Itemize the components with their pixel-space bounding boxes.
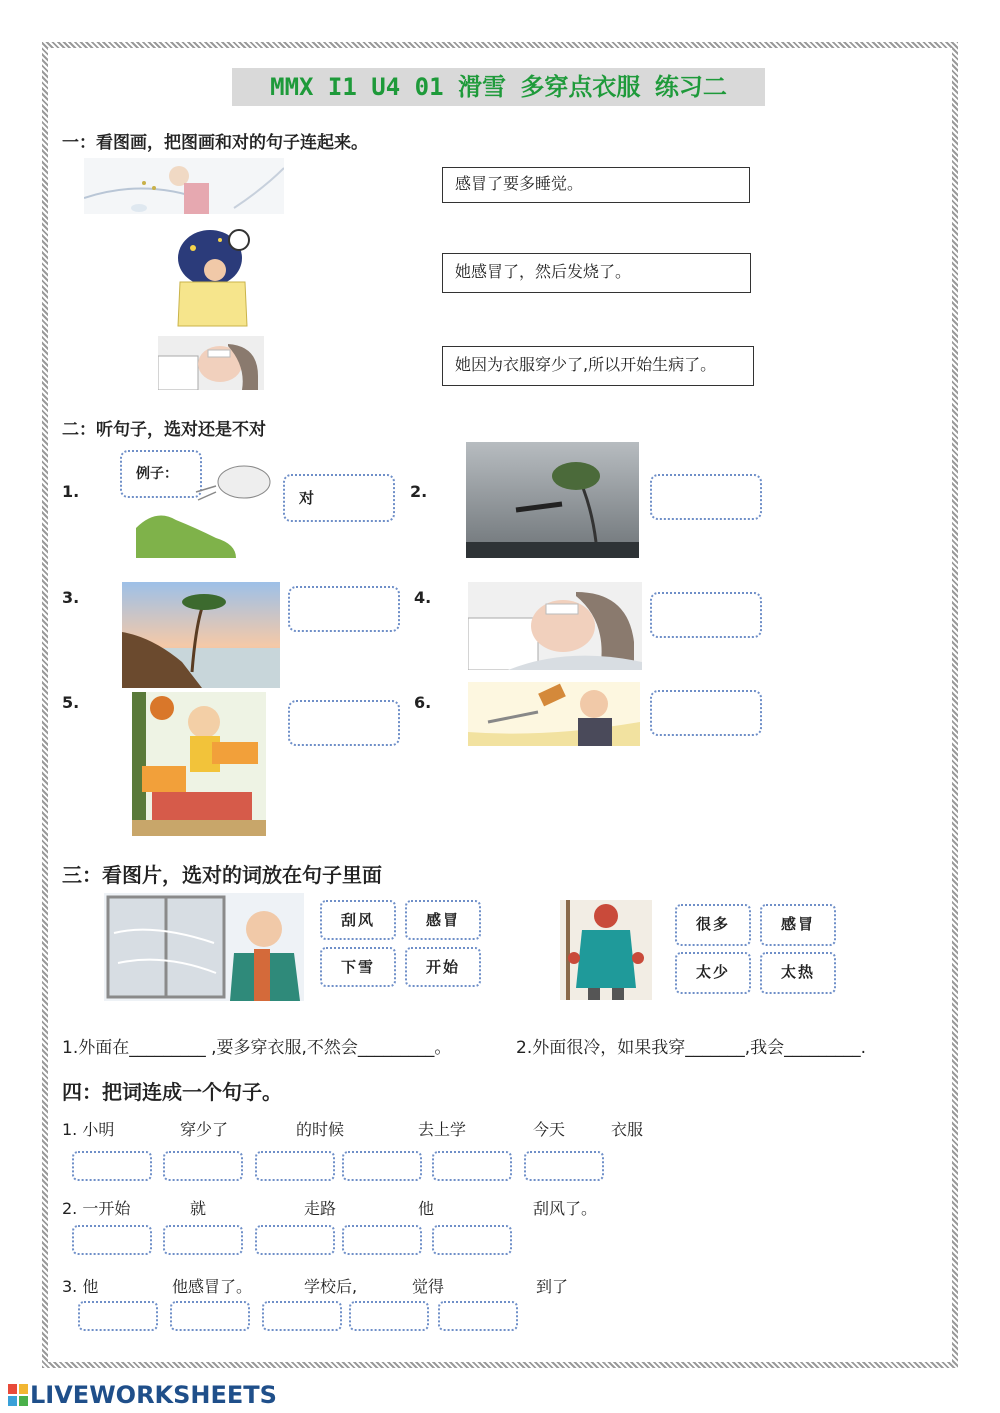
row2-word-4: 他 xyxy=(418,1199,435,1218)
row3-word-1: 3. 他 xyxy=(62,1277,99,1296)
row1-word-1: 1. 小明 xyxy=(62,1120,115,1139)
row2-answer-box[interactable] xyxy=(432,1225,512,1255)
example-answer-box: 对 xyxy=(283,474,395,522)
row3-word-2: 他感冒了。 xyxy=(172,1277,253,1296)
row1-answer-box[interactable] xyxy=(72,1151,152,1181)
medicine-picture xyxy=(468,682,640,746)
row2-word-1: 2. 一开始 xyxy=(62,1199,131,1218)
item-number-6: 6. xyxy=(414,693,432,712)
beach-picture xyxy=(122,582,280,688)
row2-word-3: 走路 xyxy=(304,1199,337,1218)
fill-sentence-1[interactable]: 1.外面在_________ ,要多穿衣服,不然会_________。 xyxy=(62,1038,452,1058)
worksheet-title: MMX I1 U4 01 滑雪 多穿点衣服 练习二 xyxy=(232,68,765,106)
sentence-box-1[interactable]: 感冒了要多睡觉。 xyxy=(442,167,750,203)
row3-answer-box[interactable] xyxy=(349,1301,429,1331)
row1-answer-box[interactable] xyxy=(163,1151,243,1181)
row2-answer-box[interactable] xyxy=(163,1225,243,1255)
windy-tree-picture xyxy=(466,442,639,558)
example-label: 例子： xyxy=(120,450,202,498)
word-option-henduo[interactable]: 很多 xyxy=(675,904,751,946)
sick-girl-picture xyxy=(158,336,264,390)
item-number-1: 1. xyxy=(62,482,80,501)
sneezing-picture xyxy=(84,158,284,214)
row1-word-2: 穿少了 xyxy=(180,1120,229,1139)
row1-answer-box[interactable] xyxy=(432,1151,512,1181)
section1-heading: 一：看图画，把图画和对的句子连起来。 xyxy=(62,133,368,153)
fill-sentence-2[interactable]: 2.外面很冷，如果我穿_______,我会_________. xyxy=(516,1038,867,1058)
word-option-ganmao-left[interactable]: 感冒 xyxy=(405,900,481,940)
word-option-taire[interactable]: 太热 xyxy=(760,952,836,994)
sick-girl-bed-picture xyxy=(468,582,642,670)
answer-box-5[interactable] xyxy=(288,700,400,746)
item-number-3: 3. xyxy=(62,588,80,607)
cold-woman-picture xyxy=(560,900,652,1000)
row3-word-3: 学校后, xyxy=(304,1277,358,1296)
item-number-5: 5. xyxy=(62,693,80,712)
liveworksheets-text: LIVEWORKSHEETS xyxy=(30,1381,277,1409)
row2-answer-box[interactable] xyxy=(255,1225,335,1255)
liveworksheets-icon xyxy=(8,1384,28,1406)
sleeping-boy-picture xyxy=(175,226,250,330)
row1-word-4: 去上学 xyxy=(418,1120,467,1139)
row3-answer-box[interactable] xyxy=(78,1301,158,1331)
word-option-gualfeng[interactable]: 刮风 xyxy=(320,900,396,940)
basketball-cheer-picture xyxy=(132,692,266,836)
answer-box-2[interactable] xyxy=(650,474,762,520)
row2-word-5: 刮风了。 xyxy=(533,1199,598,1218)
answer-box-3[interactable] xyxy=(288,586,400,632)
row1-answer-box[interactable] xyxy=(342,1151,422,1181)
word-option-ganmao-right[interactable]: 感冒 xyxy=(760,904,836,946)
row1-word-6: 衣服 xyxy=(611,1120,644,1139)
section2-heading: 二：听句子，选对还是不对 xyxy=(62,420,266,440)
item-number-4: 4. xyxy=(414,588,432,607)
answer-box-6[interactable] xyxy=(650,690,762,736)
sentence-box-3[interactable]: 她因为衣服穿少了,所以开始生病了。 xyxy=(442,346,754,386)
row3-word-4: 觉得 xyxy=(412,1277,445,1296)
window-wind-picture xyxy=(104,893,304,1001)
row3-answer-box[interactable] xyxy=(170,1301,250,1331)
row1-answer-box[interactable] xyxy=(524,1151,604,1181)
wind-cloud-picture xyxy=(136,458,272,558)
row1-word-3: 的时候 xyxy=(296,1120,345,1139)
liveworksheets-logo[interactable] xyxy=(8,1381,277,1409)
row2-answer-box[interactable] xyxy=(72,1225,152,1255)
row2-answer-box[interactable] xyxy=(342,1225,422,1255)
sentence-box-2[interactable]: 她感冒了，然后发烧了。 xyxy=(442,253,751,293)
word-option-xiaxue[interactable]: 下雪 xyxy=(320,947,396,987)
item-number-2: 2. xyxy=(410,482,428,501)
word-option-kaishi[interactable]: 开始 xyxy=(405,947,481,987)
answer-box-4[interactable] xyxy=(650,592,762,638)
section4-heading: 四：把词连成一个句子。 xyxy=(62,1080,282,1104)
row1-word-5: 今天 xyxy=(533,1120,566,1139)
row1-answer-box[interactable] xyxy=(255,1151,335,1181)
word-option-taishao[interactable]: 太少 xyxy=(675,952,751,994)
row3-word-5: 到了 xyxy=(536,1277,569,1296)
row2-word-2: 就 xyxy=(190,1199,207,1218)
row3-answer-box[interactable] xyxy=(262,1301,342,1331)
row3-answer-box[interactable] xyxy=(438,1301,518,1331)
section3-heading: 三：看图片，选对的词放在句子里面 xyxy=(62,863,382,887)
